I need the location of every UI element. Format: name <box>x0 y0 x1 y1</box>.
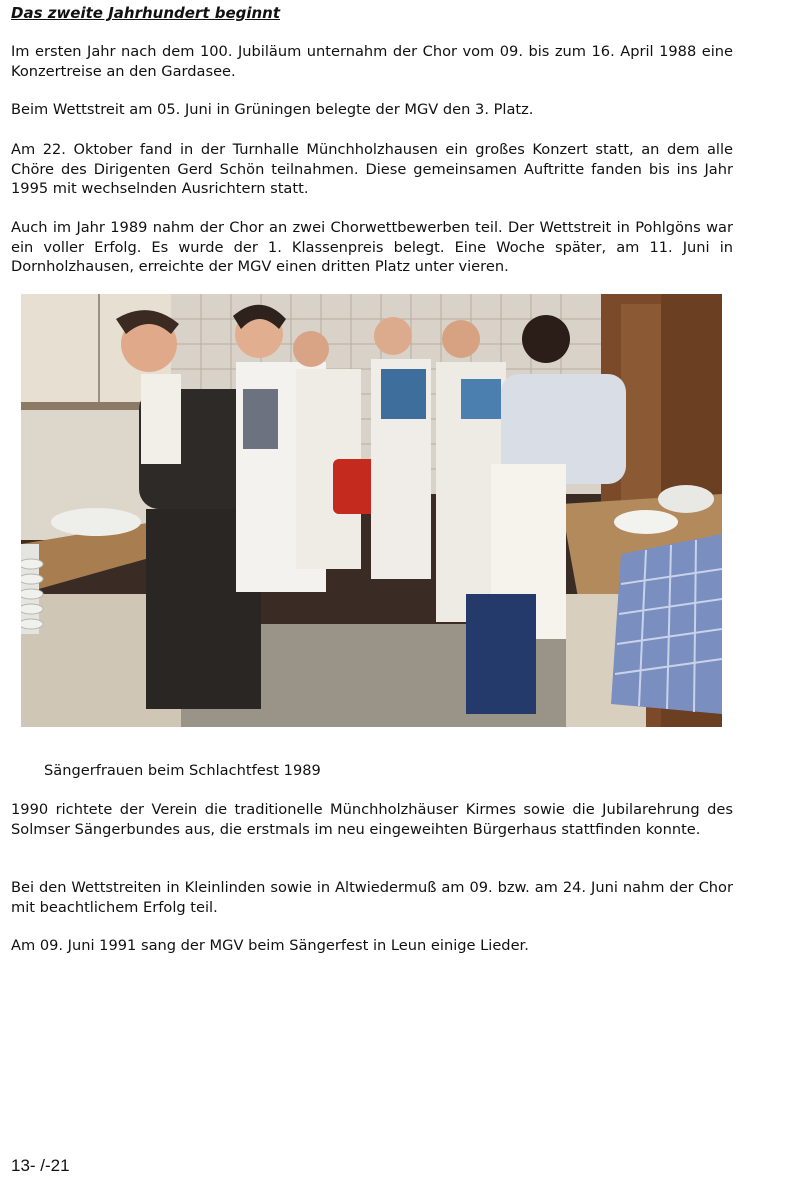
photo-caption: Sängerfrauen beim Schlachtfest 1989 <box>44 762 321 779</box>
paragraph-1: Im ersten Jahr nach dem 100. Jubiläum unternahm der Chor vom 09. bis zum 16. April 1988 eine Konzertreise an den Gardasee. <box>11 43 733 80</box>
page-heading: Das zweite Jahrhundert beginnt <box>11 4 281 22</box>
paragraph-5: 1990 richtete der Verein die traditionelle Münchholzhäuser Kirmes sowie die Jubilarehrung des Solmser Sängerbundes aus, die erstmals im neu eingeweihten Bürgerhaus stattfinden konnte. <box>11 801 733 838</box>
paragraph-3: Am 22. Oktober fand in der Turnhalle Münchholzhausen ein großes Konzert statt, an dem alle Chöre des Dirigenten Gerd Schön teilnahmen. Diese gemeinsamen Auftritte fanden bis ins Jahr 1995 mit wechselnden Ausrichtern statt. <box>11 141 733 197</box>
paragraph-6: Bei den Wettstreiten in Kleinlinden sowie in Altwiedermuß am 09. bzw. am 24. Juni nahm der Chor mit beachtlichem Erfolg teil. <box>11 879 733 916</box>
paragraph-4: Auch im Jahr 1989 nahm der Chor an zwei Chorwettbewerben teil. Der Wettstreit in Pohlgöns war ein voller Erfolg. Es wurde der 1. Klassenpreis belegt. Eine Woche später, am 11. Juni in Dornholzhausen, erreichte der MGV einen dritten Platz unter vieren. <box>11 219 733 275</box>
paragraph-7: Am 09. Juni 1991 sang der MGV beim Sängerfest in Leun einige Lieder. <box>11 937 529 954</box>
paragraph-2: Beim Wettstreit am 05. Juni in Grüningen belegte der MGV den 3. Platz. <box>11 101 534 118</box>
page-number: 13- /-21 <box>11 1156 70 1175</box>
kitchen-photo <box>21 294 722 727</box>
